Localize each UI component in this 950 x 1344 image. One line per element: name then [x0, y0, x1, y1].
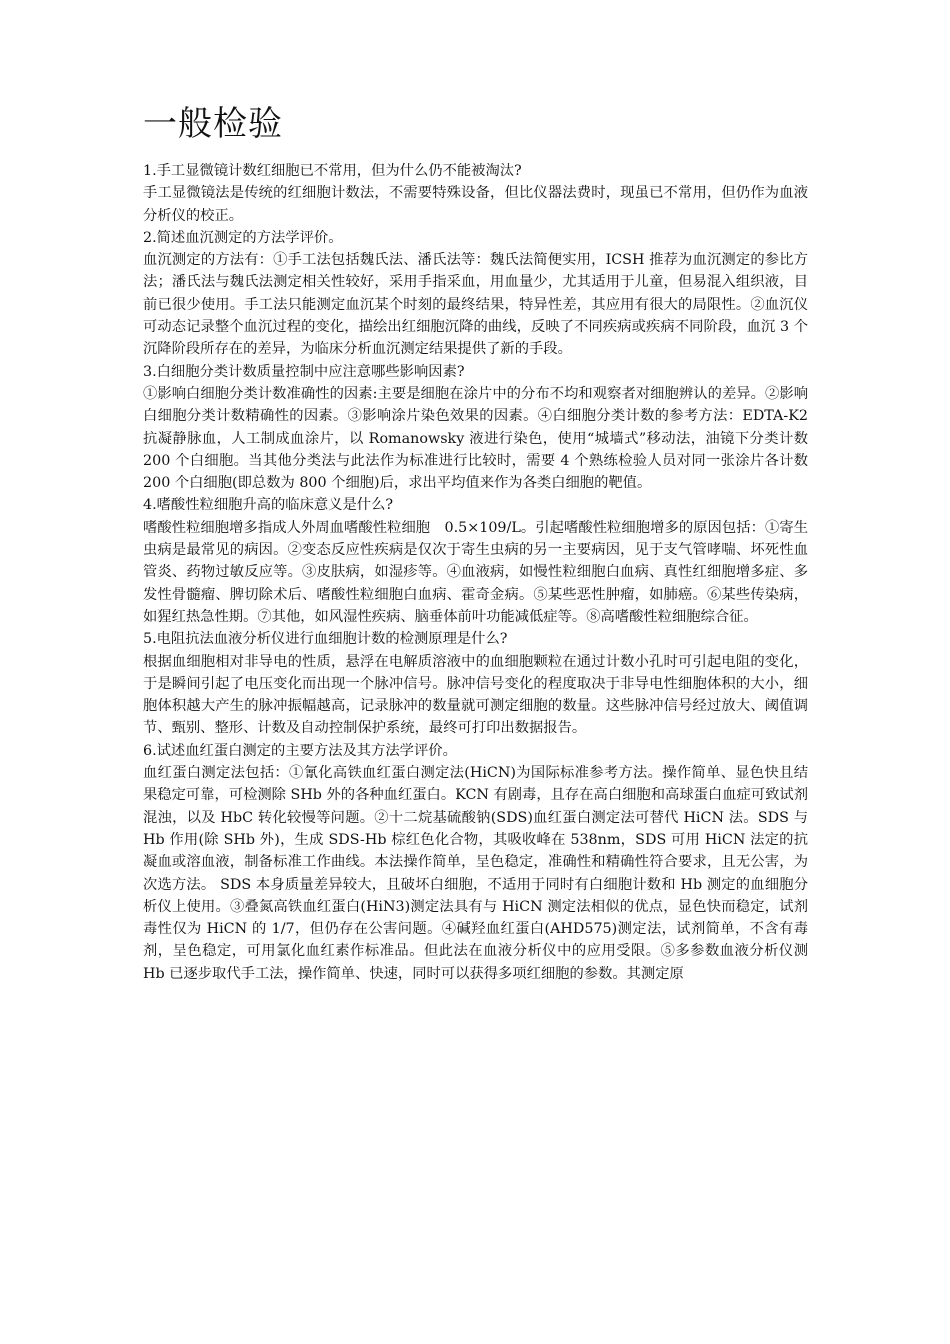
answer-2: 血沉测定的方法有：①手工法包括魏氏法、潘氏法等：魏氏法简便实用，ICSH 推荐为血沉测定的参比方法；潘氏法与魏氏法测定相关性较好，采用手指采血，用血量少，尤其适用于儿童，但易混入组织液，目前已很少使用。手工法只能测定血沉某个时刻的最终结果，特异性差，其应用有很大的局限性。②血沉仪可动态记录整个血沉过程的变化，描绘出红细胞沉降的曲线，反映了不同疾病或疾病不同阶段，血沉 3 个沉降阶段所存在的差异，为临床分析血沉测定结果提供了新的手段。 — [143, 252, 808, 358]
answer-6: 血红蛋白测定法包括：①氰化高铁血红蛋白测定法(HiCN)为国际标准参考方法。操作简单、显色快且结果稳定可靠，可检测除 SHb 外的各种血红蛋白。KCN 有剧毒，且存在高白细胞和高球蛋白血症可致试剂混浊，以及 HbC 转化较慢等问题。②十二烷基硫酸钠(SDS)血红蛋白测定法可替代 HiCN 法。SDS 与 Hb 作用(除 SHb 外)，生成 SDS-Hb 棕红色化合物，其吸收峰在 538nm，SDS 可用 HiCN 法定的抗凝血或溶血液，制备标准工作曲线。本法操作简单，呈色稳定，准确性和精确性符合要求，且无公害，为次选方法。 SDS 本身质量差异较大，且破坏白细胞，不适用于同时有白细胞计数和 Hb 测定的血细胞分析仪上使用。③叠氮高铁血红蛋白(HiN3)测定法具有与 HiCN 测定法相似的优点，显色快而稳定，试剂毒性仅为 HiCN 的 1/7，但仍存在公害问题。④碱羟血红蛋白(AHD575)测定法，试剂简单，不含有毒剂，呈色稳定，可用氯化血红素作标准品。但此法在血液分析仪中的应用受限。⑤多参数血液分析仪测 Hb 已逐步取代手工法，操作简单、快速，同时可以获得多项红细胞的参数。其测定原 — [143, 765, 808, 982]
question-1: 1.手工显微镜计数红细胞已不常用，但为什么仍不能被淘汰? — [143, 163, 522, 179]
question-2: 2.简述血沉测定的方法学评价。 — [143, 229, 343, 246]
question-3: 3.白细胞分类计数质量控制中应注意哪些影响因素? — [143, 363, 465, 380]
question-4: 4.嗜酸性粒细胞升高的临床意义是什么? — [143, 497, 394, 514]
answer-5: 根据血细胞相对非导电的性质，悬浮在电解质溶液中的血细胞颗粒在通过计数小孔时可引起电阻的变化，于是瞬间引起了电压变化而出现一个脉冲信号。脉冲信号变化的程度取决于非导电性细胞体积的大小，细胞体积越大产生的脉冲振幅越高，记录脉冲的数量就可测定细胞的数量。这些脉冲信号经过放大、阈值调节、甄别、整形、计数及自动控制保护系统，最终可打印出数据报告。 — [143, 653, 808, 737]
question-6: 6.试述血红蛋白测定的主要方法及其方法学评价。 — [143, 742, 457, 759]
answer-3: ①影响白细胞分类计数准确性的因素:主要是细胞在涂片中的分布不均和观察者对细胞辨认的差异。②影响白细胞分类计数精确性的因素。③影响涂片染色效果的因素。④白细胞分类计数的参考方法：EDTA-K2 抗凝静脉血，人工制成血涂片，以 Romanowsky 液进行染色，使用“城墙式”移动法，油镜下分类计数 200 个白细胞。当其他分类法与此法作为标准进行比较时，需要 4 个熟练检验人员对同一张涂片各计数 200 个白细胞(即总数为 800 个细胞)后，求出平均值来作为各类白细胞的靶值。 — [143, 385, 808, 492]
document-body — [143, 160, 808, 985]
answer-4: 嗜酸性粒细胞增多指成人外周血嗜酸性粒细胞 0.5×109/L。引起嗜酸性粒细胞增多的原因包括：①寄生虫病是最常见的病因。②变态反应性疾病是仅次于寄生虫病的另一主要病因，见于支气管哮喘、坏死性血管炎、药物过敏反应等。③皮肤病，如湿疹等。④血液病，如慢性粒细胞白血病、真性红细胞增多症、多发性骨髓瘤、脾切除术后、嗜酸性粒细胞白血病、霍奇金病。⑤某些恶性肿瘤，如肺癌。⑥某些传染病，如猩红热急性期。⑦其他，如风湿性疾病、脑垂体前叶功能减低症等。⑧高嗜酸性粒细胞综合征。 — [143, 519, 808, 625]
question-5: 5.电阻抗法血液分析仪进行血细胞计数的检测原理是什么? — [143, 631, 508, 648]
answer-1: 手工显微镜法是传统的红细胞计数法，不需要特殊设备，但比仪器法费时，现虽已不常用，但仍作为血液分析仪的校正。 — [143, 185, 808, 224]
document-page — [143, 102, 808, 985]
document-title: 一般检验 — [143, 104, 283, 144]
